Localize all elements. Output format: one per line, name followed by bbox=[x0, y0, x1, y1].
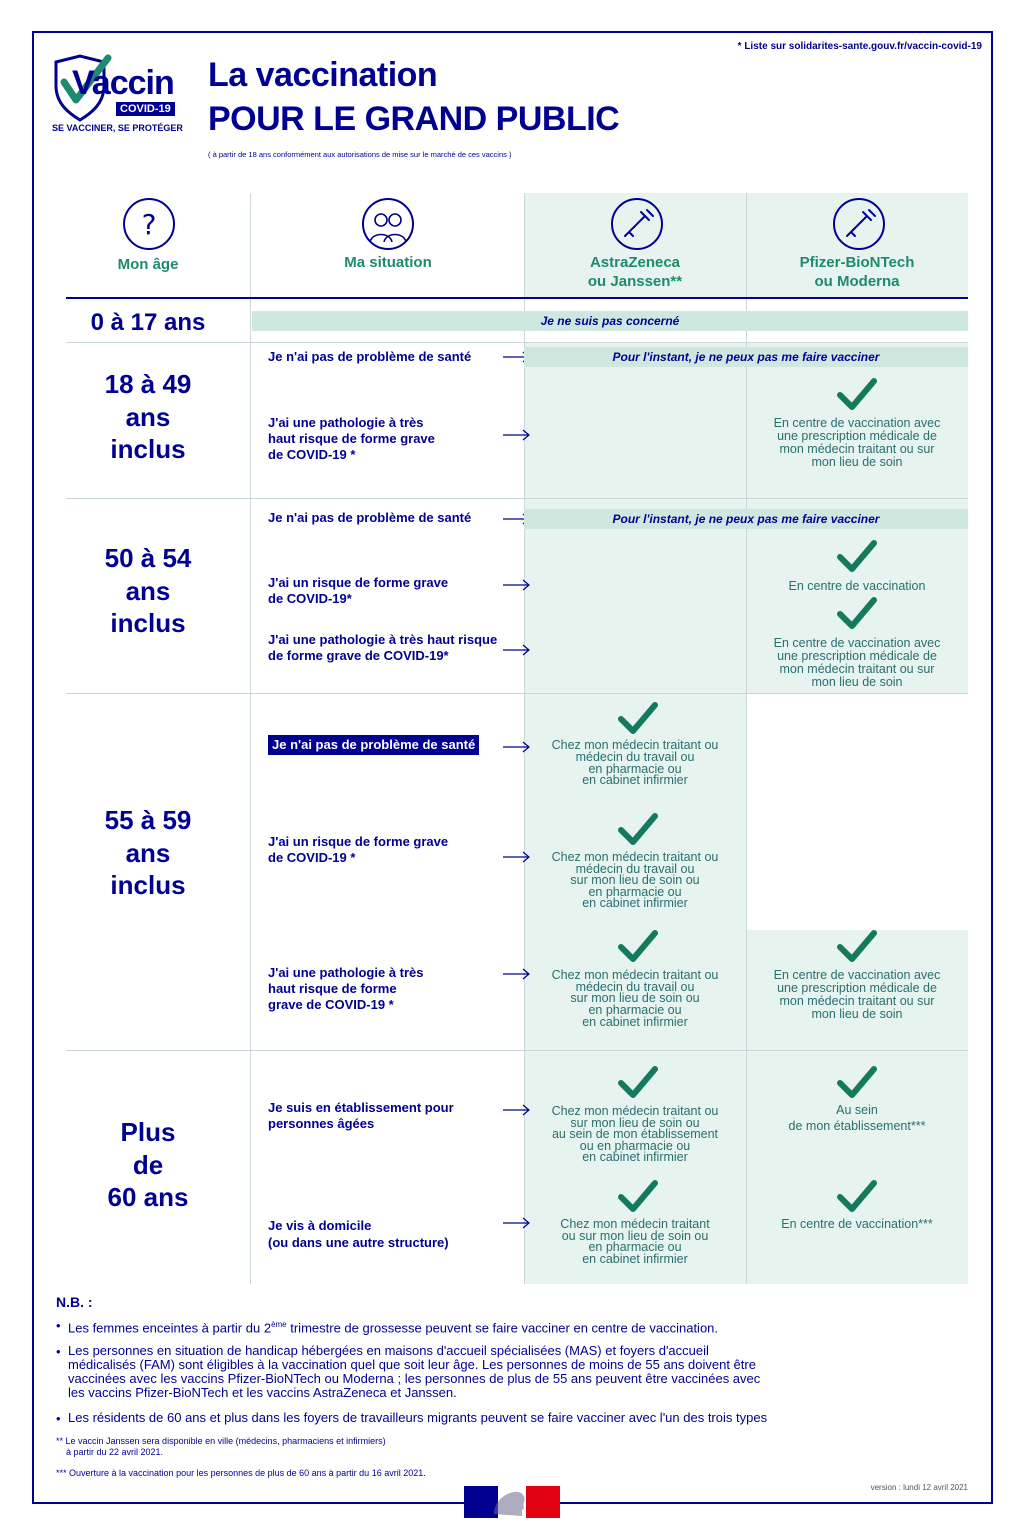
g4-situation-2-l1: Je vis à domicile bbox=[268, 1218, 372, 1233]
check-icon bbox=[837, 597, 877, 631]
syringe-icon bbox=[833, 198, 885, 250]
note-1-b: trimestre de grossesse peuvent se faire vacciner en centre de vaccination. bbox=[286, 1320, 719, 1336]
age-18-49-l1: 18 à 49 bbox=[104, 369, 192, 399]
arrow-icon bbox=[503, 644, 531, 656]
g3-astra-2-l3: sur mon lieu de soin ou bbox=[570, 873, 700, 887]
check-icon bbox=[618, 702, 658, 736]
g3-pfizer-3-l3: mon médecin traitant ou sur bbox=[779, 994, 935, 1008]
check-icon bbox=[837, 930, 877, 964]
g2-situation-2-l1: J'ai un risque de forme grave bbox=[268, 575, 449, 590]
logo-badge: COVID-19 bbox=[116, 102, 175, 116]
age-50-54-l1: 50 à 54 bbox=[104, 543, 192, 573]
header-rule bbox=[66, 297, 968, 299]
logo-word: Vaccin bbox=[72, 64, 174, 102]
g4-pfizer-1-l2: de mon établissement*** bbox=[788, 1119, 926, 1133]
col-head-pfizer-l2: ou Moderna bbox=[814, 273, 900, 290]
check-icon bbox=[618, 813, 658, 847]
age-55-59-l2: ans bbox=[125, 838, 171, 868]
check-icon bbox=[837, 378, 877, 412]
g4-situation-1-l1: Je suis en établissement pour bbox=[268, 1100, 454, 1115]
g3-astra-3-l5: en cabinet infirmier bbox=[582, 1015, 688, 1029]
age-55-59-l3: inclus bbox=[110, 870, 186, 900]
g2-band: Pour l'instant, je ne peux pas me faire vacciner bbox=[524, 509, 968, 529]
g4-astra-1-l2: sur mon lieu de soin ou bbox=[570, 1116, 700, 1130]
bullet-dot: • bbox=[56, 1411, 61, 1426]
g4-astra-2-l3: en pharmacie ou bbox=[588, 1240, 682, 1254]
footnote-1-l1: ** Le vaccin Janssen sera disponible en ville (médecins, pharmaciens et infirmiers) bbox=[56, 1436, 386, 1446]
g1-pfizer-2-l2: une prescription médicale de bbox=[777, 429, 937, 443]
check-icon bbox=[837, 1180, 877, 1214]
g2-pfizer-3-l4: mon lieu de soin bbox=[811, 675, 903, 689]
note-1 bbox=[68, 1318, 718, 1335]
source-note: * Liste sur solidarites-sante.gouv.fr/vaccin-covid-19 bbox=[737, 41, 982, 52]
age-0-17: 0 à 17 ans bbox=[90, 309, 206, 336]
age-60-plus-l3: 60 ans bbox=[107, 1182, 189, 1212]
note-2-l3: vaccinées avec les vaccins Pfizer-BioNTech ou Moderna ; les personnes de plus de 55 ans peuvent être vaccinées avec bbox=[68, 1371, 761, 1386]
arrow-icon bbox=[503, 579, 531, 591]
g3-situation-2-l2: de COVID-19 * bbox=[268, 850, 356, 865]
g3-astra-3-l1: Chez mon médecin traitant ou bbox=[551, 968, 719, 982]
row-divider-2 bbox=[66, 498, 968, 499]
g4-astra-2-l2: ou sur mon lieu de soin ou bbox=[561, 1229, 709, 1243]
arrow-icon bbox=[503, 429, 531, 441]
g3-astra-1-l4: en cabinet infirmier bbox=[582, 773, 688, 787]
g1-pfizer-2-l1: En centre de vaccination avec bbox=[773, 416, 941, 430]
g3-astra-1-l2: médecin du travail ou bbox=[575, 750, 695, 764]
g2-pfizer-3-l1: En centre de vaccination avec bbox=[773, 636, 941, 650]
g3-astra-2-l4: en pharmacie ou bbox=[588, 885, 682, 899]
g3-astra-2-l1: Chez mon médecin traitant ou bbox=[551, 850, 719, 864]
page-title-line2: POUR LE GRAND PUBLIC bbox=[208, 100, 620, 138]
check-icon bbox=[837, 1066, 877, 1100]
g3-astra-1-l3: en pharmacie ou bbox=[588, 762, 682, 776]
g3-situation-3-l3: grave de COVID-19 * bbox=[268, 997, 394, 1012]
g3-astra-2-l5: en cabinet infirmier bbox=[582, 896, 688, 910]
age-60-plus-l2: de bbox=[132, 1150, 164, 1180]
band-not-concerned: Je ne suis pas concerné bbox=[252, 311, 968, 331]
g3-astra-1-l1: Chez mon médecin traitant ou bbox=[551, 738, 719, 752]
col-head-pfizer-l1: Pfizer-BioNTech bbox=[799, 254, 915, 271]
check-icon bbox=[618, 930, 658, 964]
check-icon bbox=[618, 1066, 658, 1100]
g2-situation-3-l2: de forme grave de COVID-19* bbox=[268, 648, 449, 663]
g1-pfizer-2-l3: mon médecin traitant ou sur bbox=[779, 442, 935, 456]
col-head-age: Mon âge bbox=[117, 256, 179, 273]
g1-situation-1: Je n'ai pas de problème de santé bbox=[268, 349, 472, 364]
check-icon bbox=[837, 540, 877, 574]
people-icon bbox=[362, 198, 414, 250]
g1-pfizer-2-l4: mon lieu de soin bbox=[811, 455, 903, 469]
g3-situation-3-l1: J'ai une pathologie à très bbox=[268, 965, 424, 980]
age-50-54-l3: inclus bbox=[110, 608, 186, 638]
g4-pfizer-2: En centre de vaccination*** bbox=[781, 1217, 933, 1231]
note-3: Les résidents de 60 ans et plus dans les foyers de travailleurs migrants peuvent se faire vacciner avec l'un des trois types bbox=[68, 1410, 768, 1425]
g3-situation-1: Je n'ai pas de problème de santé bbox=[268, 735, 479, 755]
row-divider-4 bbox=[66, 1050, 968, 1051]
g2-pfizer-2: En centre de vaccination bbox=[788, 579, 926, 593]
french-republic-icon bbox=[464, 1486, 560, 1518]
version-note: version : lundi 12 avril 2021 bbox=[870, 1483, 968, 1492]
g3-astra-3-l2: médecin du travail ou bbox=[575, 980, 695, 994]
g3-pfizer-3-l2: une prescription médicale de bbox=[777, 981, 937, 995]
row-divider-1 bbox=[66, 342, 968, 343]
note-2-l2: médicalisés (FAM) sont éligibles à la vaccination quel que soit leur âge. Les personnes de moins de 55 ans doivent être bbox=[68, 1357, 756, 1372]
syringe-icon bbox=[611, 198, 663, 250]
footnote-2: *** Ouverture à la vaccination pour les personnes de plus de 60 ans à partir du 16 avril 2021. bbox=[56, 1468, 426, 1478]
page-title-line1: La vaccination bbox=[208, 56, 438, 94]
g4-astra-1-l4: ou en pharmacie ou bbox=[579, 1139, 691, 1153]
g2-situation-2-l2: de COVID-19* bbox=[268, 591, 352, 606]
g4-pfizer-1-l1: Au sein bbox=[836, 1103, 878, 1117]
notes-heading: N.B. : bbox=[56, 1294, 93, 1310]
g1-situation-2-l3: de COVID-19 * bbox=[268, 447, 356, 462]
g4-astra-2-l4: en cabinet infirmier bbox=[582, 1252, 688, 1266]
g2-pfizer-3-l2: une prescription médicale de bbox=[777, 649, 937, 663]
footnote-1-l2: à partir du 22 avril 2021. bbox=[66, 1447, 164, 1457]
note-1-a: Les femmes enceintes à partir du 2 bbox=[68, 1320, 272, 1336]
g3-astra-3-l3: sur mon lieu de soin ou bbox=[570, 991, 700, 1005]
g4-astra-1-l1: Chez mon médecin traitant ou bbox=[551, 1104, 719, 1118]
g3-astra-2-l2: médecin du travail ou bbox=[575, 862, 695, 876]
age-55-59-l1: 55 à 59 bbox=[104, 805, 192, 835]
g4-astra-1-l5: en cabinet infirmier bbox=[582, 1150, 688, 1164]
col-head-astra-l1: AstraZeneca bbox=[589, 254, 681, 271]
col-head-astra-l2: ou Janssen** bbox=[587, 273, 683, 290]
age-60-plus-l1: Plus bbox=[120, 1117, 176, 1147]
age-18-49-l2: ans bbox=[125, 402, 171, 432]
note-2-l4: les vaccins Pfizer-BioNTech et les vaccins AstraZeneca et Janssen. bbox=[68, 1385, 457, 1400]
logo-tagline: SE VACCINER, SE PROTÉGER bbox=[52, 123, 183, 133]
g3-astra-3-l4: en pharmacie ou bbox=[588, 1003, 682, 1017]
g2-situation-3-l1: J'ai une pathologie à très haut risque bbox=[268, 632, 498, 647]
g3-situation-2-l1: J'ai un risque de forme grave bbox=[268, 834, 449, 849]
g3-pfizer-3-l1: En centre de vaccination avec bbox=[773, 968, 941, 982]
age-18-49-l3: inclus bbox=[110, 434, 186, 464]
g1-situation-2-l1: J'ai une pathologie à très bbox=[268, 415, 424, 430]
question-icon bbox=[123, 198, 175, 250]
g2-situation-1: Je n'ai pas de problème de santé bbox=[268, 510, 472, 525]
bullet-dot: • bbox=[56, 1318, 61, 1333]
bullet-dot: • bbox=[56, 1344, 61, 1359]
g2-pfizer-3-l3: mon médecin traitant ou sur bbox=[779, 662, 935, 676]
row-divider-3 bbox=[66, 693, 968, 694]
page-subtitle: ( à partir de 18 ans conformément aux autorisations de mise sur le marché de ces vaccins ) bbox=[208, 150, 512, 159]
vaccin-logo bbox=[50, 52, 190, 142]
g4-astra-2-l1: Chez mon médecin traitant bbox=[560, 1217, 710, 1231]
col-divider-1 bbox=[250, 193, 251, 1284]
svg-text:?: ? bbox=[141, 208, 157, 241]
note-1-sup: ème bbox=[271, 1320, 287, 1329]
note-2-l1: Les personnes en situation de handicap hébergées en maisons d'accueil spécialisées (MAS) et foyers d'accueil bbox=[68, 1343, 709, 1358]
g4-situation-2-l2: (ou dans une autre structure) bbox=[268, 1235, 449, 1250]
g3-pfizer-3-l4: mon lieu de soin bbox=[811, 1007, 903, 1021]
g1-band: Pour l'instant, je ne peux pas me faire vacciner bbox=[524, 347, 968, 367]
g3-situation-3-l2: haut risque de forme bbox=[268, 981, 397, 996]
check-icon bbox=[618, 1180, 658, 1214]
g4-astra-1-l3: au sein de mon établissement bbox=[551, 1127, 719, 1141]
g4-situation-1-l2: personnes âgées bbox=[268, 1116, 375, 1131]
g1-situation-2-l2: haut risque de forme grave bbox=[268, 431, 435, 446]
age-50-54-l2: ans bbox=[125, 576, 171, 606]
col-head-situation: Ma situation bbox=[344, 254, 432, 271]
marianne-logo bbox=[464, 1486, 560, 1518]
